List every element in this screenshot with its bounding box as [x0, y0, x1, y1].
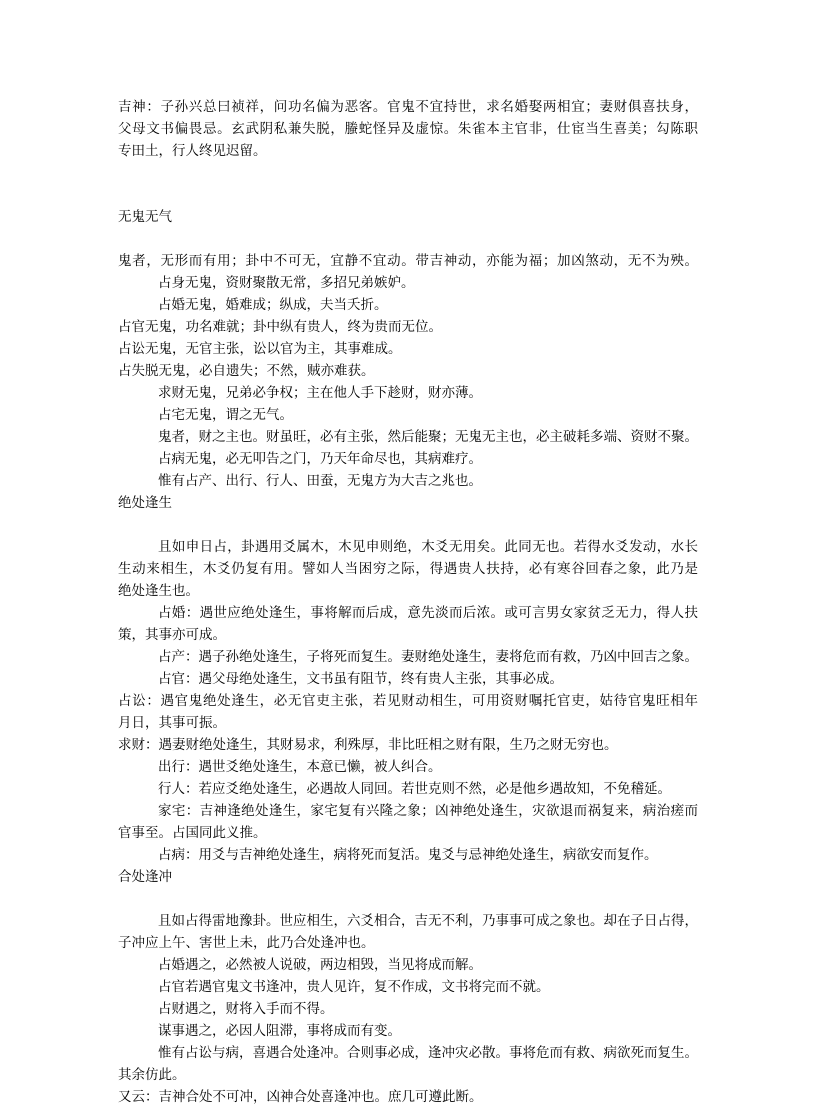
paragraph-line: 家宅：吉神逢绝处逢生，家宅复有兴隆之象；凶神绝处逢生，灾欲退而祸复来，病治瘥而: [158, 803, 698, 819]
he-chu-body: [118, 910, 698, 1108]
paragraph-line: 占身无鬼，资财聚散无常，多招兄弟嫉妒。: [158, 275, 415, 291]
paragraph-line: 占讼无鬼，无官主张，讼以官为主，其事难成。: [118, 341, 402, 357]
jue-chu-body: [118, 536, 698, 866]
paragraph-line: 又云：吉神合处不可冲，凶神合处喜逢冲也。庶几可遵此断。: [118, 1089, 483, 1105]
paragraph-line: 谋事遇之，必因人阻滞，事将成而有变。: [158, 1023, 401, 1039]
paragraph-line: 生动来相生，木爻仍复有用。譬如人当困穷之际，得遇贵人扶持，必有寒谷回春之象，此乃是: [118, 561, 698, 577]
section-heading-he-chu: 合处逢冲: [118, 869, 172, 885]
paragraph-line: 占财遇之，财将入手而不得。: [158, 1001, 334, 1017]
paragraph-line: 绝处逢生也。: [118, 583, 199, 599]
paragraph-line: 占宅无鬼，谓之无气。: [158, 407, 293, 423]
paragraph-line: 吉神：子孙兴总曰祯祥，问功名偏为恶客。官鬼不宜持世，求名婚娶两相宜；妻财俱喜扶身，: [118, 99, 698, 115]
paragraph-line: 专田土，行人终见迟留。: [118, 143, 267, 159]
paragraph-line: 鬼者，财之主也。财虽旺，必有主张，然后能聚；无鬼无主也，必主破耗多端、资财不聚。: [158, 429, 698, 445]
spacer: [118, 162, 698, 206]
paragraph-line: 占讼：遇官鬼绝处逢生，必无官吏主张，若见财动相生，可用资财嘱托官吏，姑待官鬼旺相年: [118, 693, 698, 709]
paragraph-line: 占病无鬼，必无叩告之门，乃天年命尽也，其病难疗。: [158, 451, 482, 467]
paragraph-line: 且如占得雷地豫卦。世应相生，六爻相合，吉无不利，乃事事可成之象也。却在子日占得，: [158, 913, 698, 929]
paragraph-line: 惟有占讼与病，喜遇合处逢冲。合则事必成，逢冲灾必散。事将危而有救、病欲死而复生。: [158, 1045, 698, 1061]
paragraph-line: 行人：若应爻绝处逢生，必遇故人同回。若世克则不然，必是他乡遇故知，不免稽延。: [158, 781, 671, 797]
paragraph-line: 鬼者，无形而有用；卦中不可无，宜静不宜动。带吉神动，亦能为福；加凶煞动，无不为殃。: [118, 253, 698, 269]
paragraph-line: 占官无鬼，功名难就；卦中纵有贵人，终为贵而无位。: [118, 319, 442, 335]
paragraph-line: 官事至。占国同此义推。: [118, 825, 267, 841]
paragraph-line: 求财无鬼，兄弟必争权；主在他人手下趁财，财亦薄。: [158, 385, 482, 401]
paragraph-line: 月日，其事可振。: [118, 715, 226, 731]
paragraph-line: 其余仿此。: [118, 1067, 186, 1083]
paragraph-line: 子冲应上午、害世上未，此乃合处逢冲也。: [118, 935, 375, 951]
intro-paragraph: [118, 96, 698, 162]
section-heading-jue-chu: 绝处逢生: [118, 495, 172, 511]
paragraph-line: 策，其事亦可成。: [118, 627, 226, 643]
paragraph-line: 占病：用爻与吉神绝处逢生，病将死而复活。鬼爻与忌神绝处逢生，病欲安而复作。: [158, 847, 658, 863]
paragraph-line: 占失脱无鬼，必自遗失；不然，贼亦难获。: [118, 363, 375, 379]
paragraph-line: 父母文书偏畏忌。玄武阴私兼失脱，螣蛇怪异及虚惊。朱雀本主官非，仕宦当生喜美；勾陈职: [118, 121, 698, 137]
document-page: [118, 96, 698, 1108]
paragraph-line: 占官若遇官鬼文书逢冲，贵人见许，复不作成，文书将完而不就。: [158, 979, 550, 995]
spacer: [118, 514, 698, 536]
paragraph-line: 占婚遇之，必然被人说破，两边相毁，当见将成而解。: [158, 957, 482, 973]
spacer: [118, 888, 698, 910]
no-ghost-body: [118, 250, 698, 492]
paragraph-line: 惟有占产、出行、行人、田蚕，无鬼方为大吉之兆也。: [158, 473, 482, 489]
spacer: [118, 228, 698, 250]
paragraph-line: 且如申日占，卦遇用爻属木，木见申则绝，木爻无用矣。此同无也。若得水爻发动，水长: [158, 539, 698, 555]
paragraph-line: 出行：遇世爻绝处逢生，本意已懒，被人纠合。: [158, 759, 442, 775]
paragraph-line: 占产：遇子孙绝处逢生，子将死而复生。妻财绝处逢生，妻将危而有救，乃凶中回吉之象。: [158, 649, 698, 665]
paragraph-line: 占官：遇父母绝处逢生，文书虽有阻节，终有贵人主张，其事必成。: [158, 671, 563, 687]
paragraph-line: 占婚：遇世应绝处逢生，事将解而后成，意先淡而后浓。或可言男女家贫乏无力，得人扶: [158, 605, 698, 621]
section-heading-no-ghost: 无鬼无气: [118, 209, 172, 225]
paragraph-line: 占婚无鬼，婚难成；纵成，夫当夭折。: [158, 297, 388, 313]
paragraph-line: 求财：遇妻财绝处逢生，其财易求，利殊厚，非比旺相之财有限，生乃之财无穷也。: [118, 737, 618, 753]
